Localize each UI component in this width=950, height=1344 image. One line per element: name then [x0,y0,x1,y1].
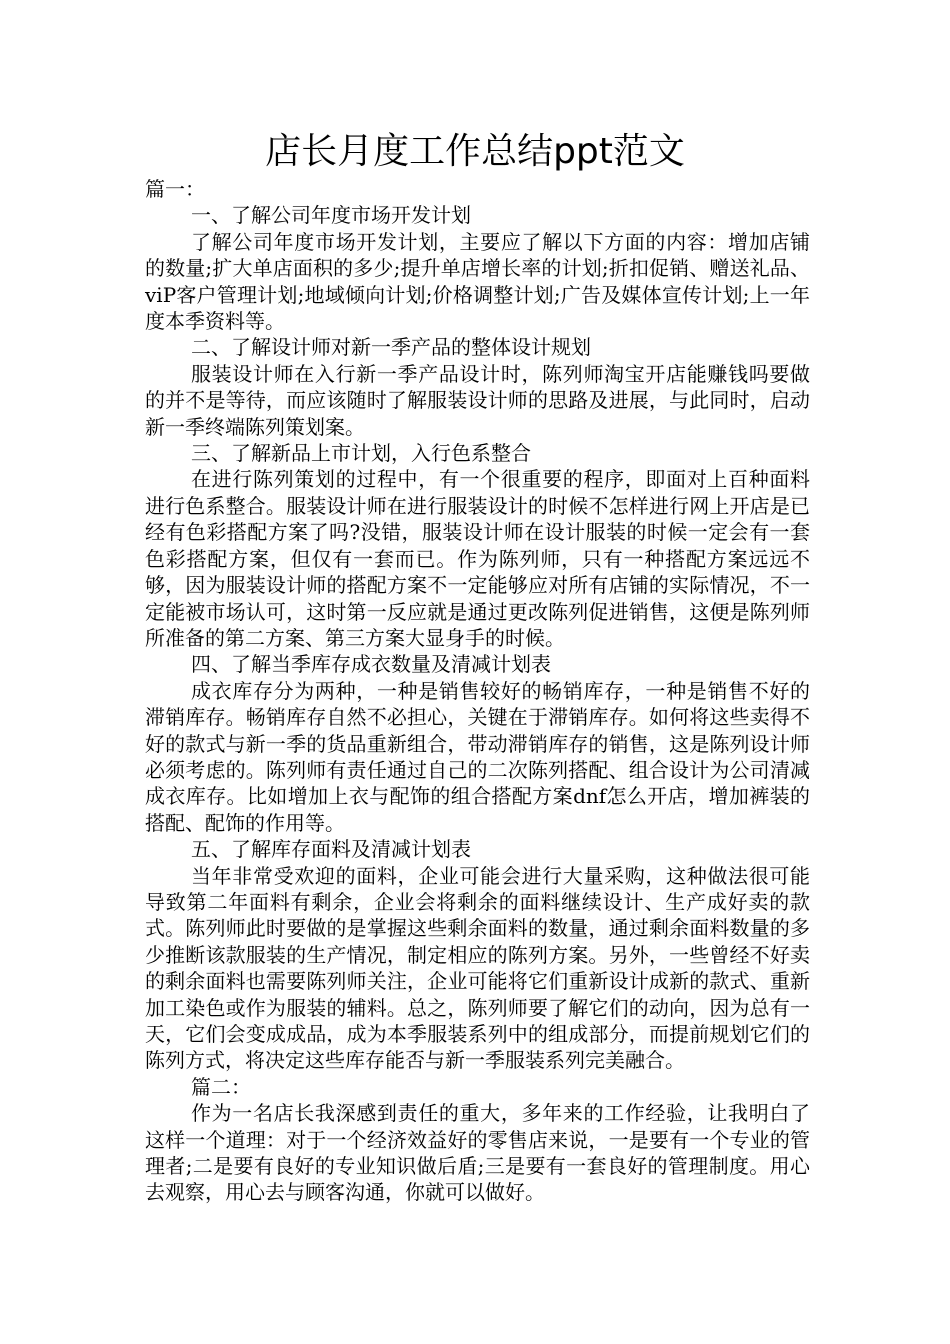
paragraph: 服装设计师在入行新一季产品设计时，陈列师淘宝开店能赚钱吗要做的并不是等待，而应该随时了解服装设计师的思路及进展，与此同时，启动新一季终端陈列策划案。 [145,361,810,439]
paragraph: 了解公司年度市场开发计划，主要应了解以下方面的内容：增加店铺的数量;扩大单店面积的多少;提升单店增长率的计划;折扣促销、赠送礼品、viP客户管理计划;地域倾向计划;价格调整计划;广告及媒体宣传计划;上一年度本季资料等。 [145,229,810,334]
paragraph: 作为一名店长我深感到责任的重大，多年来的工作经验，让我明白了这样一个道理：对于一个经济效益好的零售店来说，一是要有一个专业的管理者;二是要有良好的专业知识做后盾;三是要有一套良好的管理制度。用心去观察，用心去与顾客沟通，你就可以做好。 [145,1101,810,1205]
document-body [145,176,810,1206]
section-heading: 五、了解库存面料及清减计划表 [191,837,471,862]
paragraph: 在进行陈列策划的过程中，有一个很重要的程序，即面对上百种面料进行色系整合。服装设计师在进行服装设计的时候不怎样进行网上开店是已经有色彩搭配方案了吗?没错，服装设计师在设计服装的时候一定会有一套色彩搭配方案，但仅有一套而已。作为陈列师，只有一种搭配方案远远不够，因为服装设计师的搭配方案不一定能够应对所有店铺的实际情况，不一定能被市场认可，这时第一反应就是通过更改陈列促进销售，这便是陈列师所准备的第二方案、第三方案大显身手的时候。 [145,467,810,650]
paragraph: 成衣库存分为两种，一种是销售较好的畅销库存，一种是销售不好的滞销库存。畅销库存自然不必担心，关键在于滞销库存。如何将这些卖得不好的款式与新一季的货品重新组合，带动滞销库存的销售，这是陈列设计师必须考虑的。陈列师有责任通过自己的二次陈列搭配、组合设计为公司清减成衣库存。比如增加上衣与配饰的组合搭配方案dnf怎么开店，增加裤装的搭配、配饰的作用等。 [145,678,810,835]
section-heading: 一、了解公司年度市场开发计划 [191,203,471,228]
paragraph: 当年非常受欢迎的面料，企业可能会进行大量采购，这种做法很可能导致第二年面料有剩余，企业会将剩余的面料继续设计、生产成好卖的款式。陈列师此时要做的是掌握这些剩余面料的数量，通过剩余面料数量的多少推断该款服装的生产情况，制定相应的陈列方案。另外，一些曾经不好卖的剩余面料也需要陈列师关注，企业可能将它们重新设计成新的款式、重新加工染色或作为服装的辅料。总之，陈列师要了解它们的动向，因为总有一天，它们会变成成品，成为本季服装系列中的组成部分，而提前规划它们的陈列方式，将决定这些库存能否与新一季服装系列完美融合。 [145,863,810,1073]
document-title: 店长月度工作总结ppt范文 [265,131,685,172]
section-heading: 二、了解设计师对新一季产品的整体设计规划 [191,335,591,360]
section-heading: 四、了解当季库存成衣数量及清减计划表 [191,652,551,677]
part-label: 篇一： [145,177,205,201]
section-heading: 三、了解新品上市计划，入行色系整合 [191,441,531,466]
part-label: 篇二： [191,1074,251,1099]
